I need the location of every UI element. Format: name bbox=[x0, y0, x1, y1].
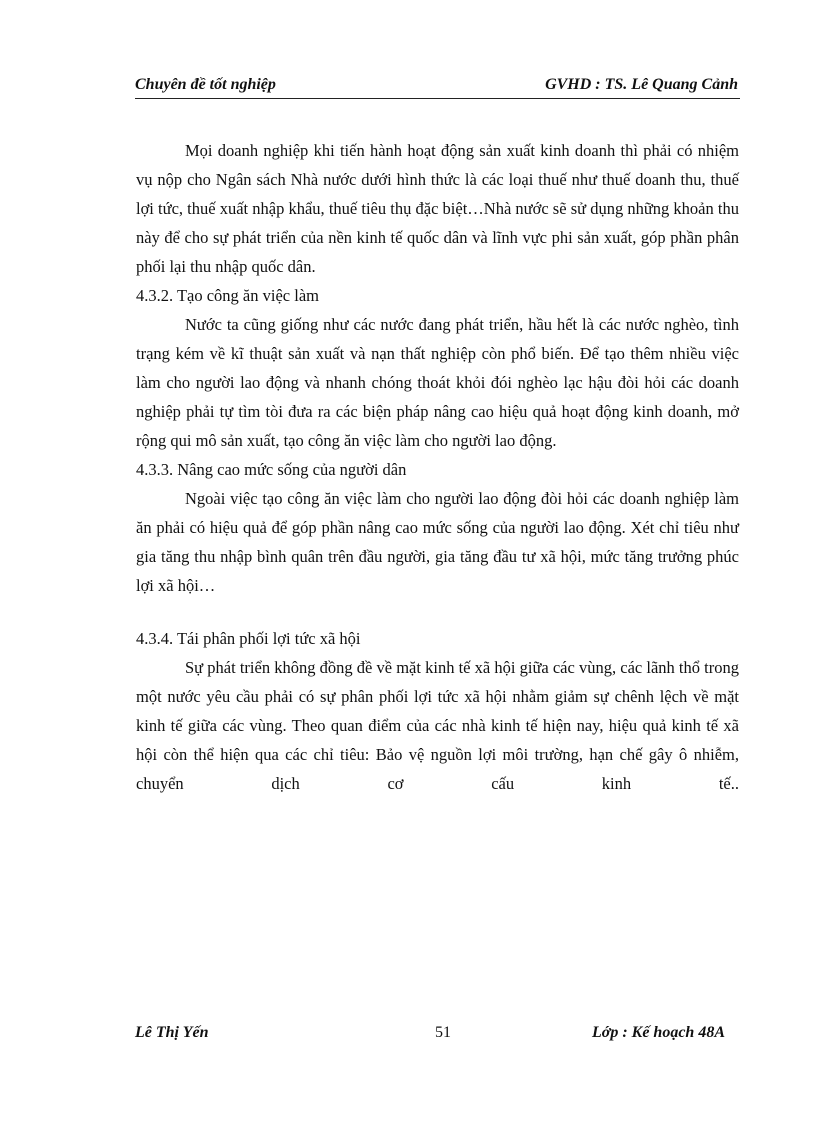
paragraph-redistribution: Sự phát triển không đồng đề về mặt kinh tế xã hội giữa các vùng, các lãnh thổ trong một nước yêu cầu phải có sự phân phối lợi tức xã hội nhằm giảm sự chênh lệch về mặt kinh tế giữa các vùng. Theo quan điểm của các nhà kinh tế hiện nay, hiệu quả kinh tế xã hội còn thể hiện qua các chỉ tiêu: Bảo vệ nguồn lợi môi trường, hạn chế gây ô nhiễm, chuyển dịch cơ cấu kinh tế.. bbox=[136, 658, 739, 793]
paragraph-living-standard: Ngoài việc tạo công ăn việc làm cho người lao động đòi hỏi các doanh nghiệp làm ăn phải có hiệu quả để góp phần nâng cao mức sống của người lao động. Xét chỉ tiêu như gia tăng thu nhập bình quân trên đầu người, gia tăng đầu tư xã hội, mức tăng trưởng phúc lợi xã hội… bbox=[136, 489, 739, 595]
heading-4-3-2: 4.3.2. Tạo công ăn việc làm bbox=[136, 286, 319, 305]
page-number: 51 bbox=[435, 1024, 451, 1041]
footer-class: Lớp : Kế hoạch 48A bbox=[591, 1024, 725, 1041]
header-title: Chuyên đề tốt nghiệp bbox=[135, 76, 276, 93]
paragraph-employment: Nước ta cũng giống như các nước đang phát triển, hầu hết là các nước nghèo, tình trạng kém về kĩ thuật sản xuất và nạn thất nghiệp còn phổ biến. Để tạo thêm nhiều việc làm cho người lao động và nhanh chóng thoát khỏi đói nghèo lạc hậu đòi hỏi các doanh nghiệp phải tự tìm tòi đưa ra các biện pháp nâng cao hiệu quả hoạt động kinh doanh, mở rộng qui mô sản xuất, tạo công ăn việc làm cho người lao động. bbox=[136, 315, 739, 450]
footer-author: Lê Thị Yến bbox=[135, 1024, 209, 1041]
spacer bbox=[136, 600, 739, 624]
heading-4-3-4: 4.3.4. Tái phân phối lợi tức xã hội bbox=[136, 629, 361, 648]
header-advisor: GVHD : TS. Lê Quang Cảnh bbox=[545, 76, 738, 93]
page-footer bbox=[135, 1024, 735, 1048]
paragraph-tax-duty: Mọi doanh nghiệp khi tiến hành hoạt động sản xuất kinh doanh thì phải có nhiệm vụ nộp cho Ngân sách Nhà nước dưới hình thức là các loại thuế như thuế doanh thu, thuế lợi tức, thuế xuất nhập khẩu, thuế tiêu thụ đặc biệt…Nhà nước sẽ sử dụng những khoản thu này để cho sự phát triển của nền kinh tế quốc dân và lĩnh vực phi sản xuất, góp phần phân phối lại thu nhập quốc dân. bbox=[136, 141, 739, 276]
page-header bbox=[135, 74, 740, 99]
page-body bbox=[136, 136, 739, 798]
heading-4-3-3: 4.3.3. Nâng cao mức sống của người dân bbox=[136, 460, 407, 479]
